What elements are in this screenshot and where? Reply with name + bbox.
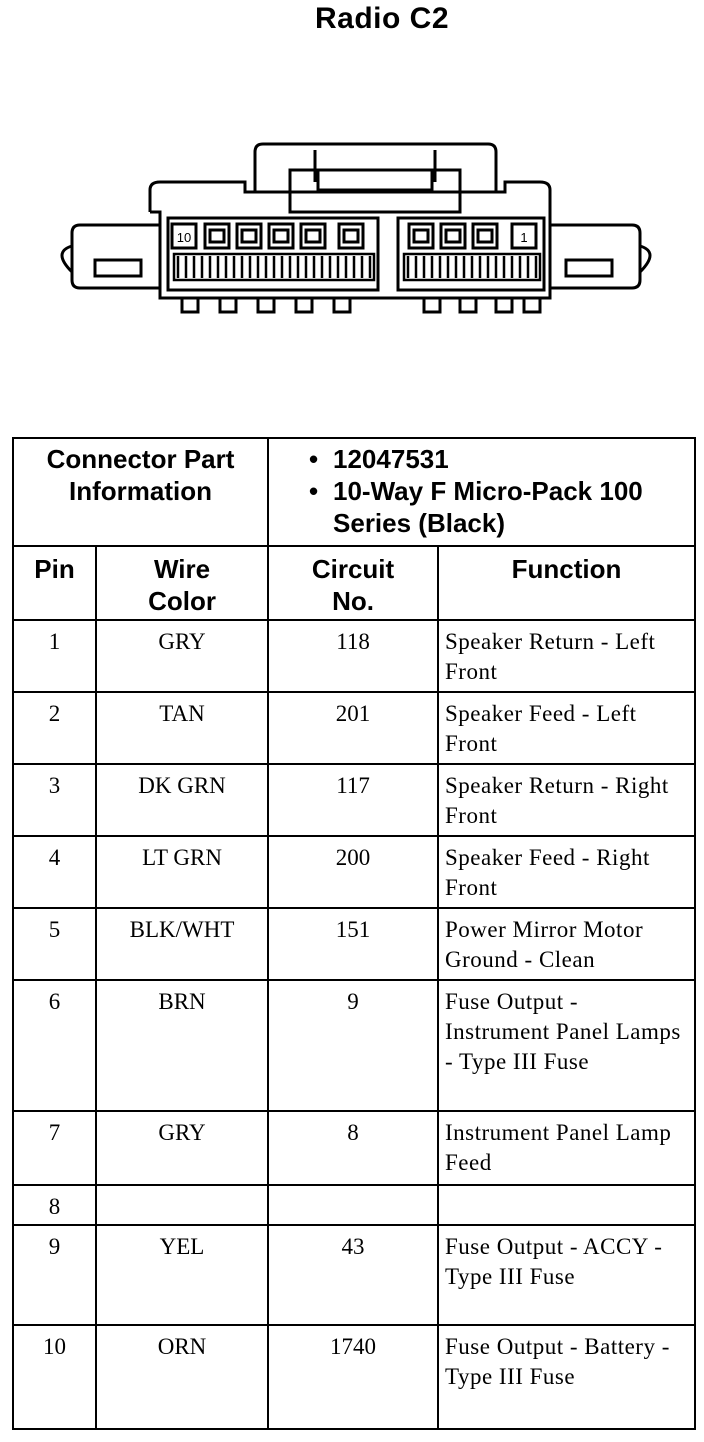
pin-cell: 3 (13, 764, 96, 836)
pin-cell: 6 (13, 980, 96, 1111)
pin-cell: 2 (13, 692, 96, 764)
wire-color-cell: BLK/WHT (96, 908, 268, 980)
function-cell: Speaker Feed - Right Front (438, 836, 695, 908)
wire-color-cell: GRY (96, 620, 268, 692)
function-cell: Speaker Feed - Left Front (438, 692, 695, 764)
function-cell: Power Mirror Motor Ground - Clean (438, 908, 695, 980)
connector-pin-table (12, 437, 696, 1430)
part-info-label: Connector Part Information (13, 438, 268, 546)
function-cell: Speaker Return - Right Front (438, 764, 695, 836)
table-row (13, 764, 695, 836)
wire-color-cell: LT GRN (96, 836, 268, 908)
wire-color-cell: BRN (96, 980, 268, 1111)
circuit-cell: 8 (268, 1111, 438, 1185)
table-row (13, 908, 695, 980)
function-cell: Fuse Output - Battery - Type III Fuse (438, 1325, 695, 1429)
col-header-wire-color: Wire Color (96, 546, 268, 620)
pin-label-10: 10 (176, 230, 192, 245)
circuit-cell (268, 1185, 438, 1225)
part-number: • 12047531 (309, 444, 449, 474)
table-row (13, 836, 695, 908)
pin-cell: 4 (13, 836, 96, 908)
wire-color-cell (96, 1185, 268, 1225)
table-row (13, 1325, 695, 1429)
col-header-pin: Pin (13, 546, 96, 620)
table-row (13, 1111, 695, 1185)
pin-cell: 5 (13, 908, 96, 980)
column-header-row (13, 546, 695, 620)
pin-cell: 8 (13, 1185, 96, 1225)
table-row (13, 692, 695, 764)
wire-color-cell: YEL (96, 1225, 268, 1325)
page-title: Radio C2 (314, 2, 450, 35)
table-row (13, 1185, 695, 1225)
circuit-cell: 9 (268, 980, 438, 1111)
part-description: • 10-Way F Micro-Pack 100 Series (Black) (309, 476, 643, 538)
part-info-row (13, 438, 695, 546)
circuit-cell: 43 (268, 1225, 438, 1325)
function-cell: Fuse Output - ACCY - Type III Fuse (438, 1225, 695, 1325)
circuit-cell: 151 (268, 908, 438, 980)
function-cell: Fuse Output - Instrument Panel Lamps - Type III Fuse (438, 980, 695, 1111)
circuit-cell: 117 (268, 764, 438, 836)
wire-color-cell: GRY (96, 1111, 268, 1185)
function-cell: Speaker Return - Left Front (438, 620, 695, 692)
wire-color-cell: DK GRN (96, 764, 268, 836)
circuit-cell: 1740 (268, 1325, 438, 1429)
part-info-details (268, 438, 695, 546)
pin-cell: 9 (13, 1225, 96, 1325)
table-row (13, 1225, 695, 1325)
pin-cell: 7 (13, 1111, 96, 1185)
connector-diagram (0, 130, 704, 320)
wire-color-cell: TAN (96, 692, 268, 764)
function-cell (438, 1185, 695, 1225)
table-row (13, 620, 695, 692)
pin-label-1: 1 (520, 230, 528, 245)
circuit-cell: 201 (268, 692, 438, 764)
col-header-circuit-no: Circuit No. (268, 546, 438, 620)
wire-color-cell: ORN (96, 1325, 268, 1429)
col-header-function: Function (438, 546, 695, 620)
pin-cell: 10 (13, 1325, 96, 1429)
pin-cell: 1 (13, 620, 96, 692)
function-cell: Instrument Panel Lamp Feed (438, 1111, 695, 1185)
circuit-cell: 200 (268, 836, 438, 908)
circuit-cell: 118 (268, 620, 438, 692)
table-row (13, 980, 695, 1111)
